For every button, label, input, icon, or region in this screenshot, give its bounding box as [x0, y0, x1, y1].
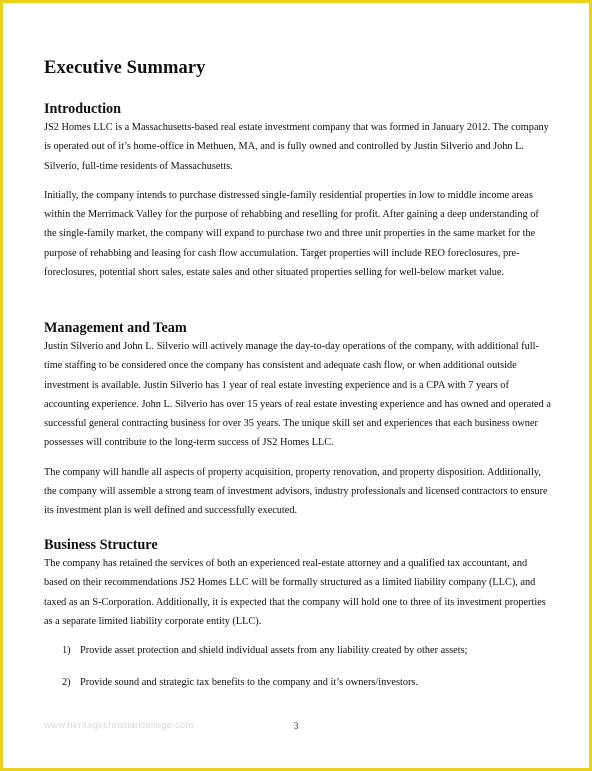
list-item-number: 1)	[62, 645, 71, 657]
list-item	[62, 641, 552, 660]
section-business-structure	[44, 536, 552, 693]
paragraph: Initially, the company intends to purchase distressed single-family residential properties in low to middle income areas within the Merrimack Valley for the purpose of rehabbing and reselling for profit. After gaining a deep understanding of the single-family market, the company will expand to purchase two and three unit properties in the same market for the purpose of rehabbing and leasing for cash flow accumulation. Target properties will include REO foreclosures, pre-foreclosures, potential short sales, estate sales and other situated properties selling for well-below market value.	[44, 189, 539, 279]
list-item-number: 2)	[62, 677, 71, 689]
section-heading: Management and Team	[44, 320, 187, 336]
paragraph: The company will handle all aspects of property acquisition, property renovation, and property disposition. Additionally, the company will assemble a strong team of investment advisors, industry professionals and licensed contractors to ensure its investment plan is well defined and successfully executed.	[44, 466, 548, 517]
list-item-text: Provide asset protection and shield individual assets from any liability created by other assets;	[80, 645, 468, 657]
list-item	[62, 673, 552, 692]
section-introduction	[44, 100, 552, 282]
watermark: www.heritagechristiancollege.com	[44, 720, 194, 731]
section-management-and-team	[44, 319, 552, 521]
paragraph: JS2 Homes LLC is a Massachusetts-based real estate investment company that was formed in January 2012. The company is operated out of it’s home-office in Methuen, MA, and is fully owned and controlled by Justin Silverio and John L. Silverio, full-time residents of Massachusetts.	[44, 122, 549, 172]
page-number: 3	[293, 722, 299, 732]
paragraph: Justin Silverio and John L. Silverio will actively manage the day-to-day operations of the company, with additional full-time staffing to be considered once the company has consistent and adequate cash flow, or when additional outside investment is available. Justin Silverio has 1 year of real estate investing experience and is a CPA with 7 years of accounting experience. John L. Silverio has over 15 years of real estate investing experience and has owned and operated a successful general contracting business for over 35 years. The unique skill set and experiences that each business owner possesses will contribute to the long-term success of JS2 Homes LLC.	[44, 341, 551, 449]
section-heading: Business Structure	[44, 537, 158, 553]
paragraph: The company has retained the services of both an experienced real-estate attorney and a qualified tax accountant, and based on their recommendations JS2 Homes LLC will be formally structured as a limited liability company (LLC), and taxed as an S-Corporation. Additionally, it is expected that the company will hold one to three of its investment properties as a separate limited liability corporate entity (LLC).	[44, 558, 546, 627]
document-title: Executive Summary	[44, 58, 206, 78]
list-item-text: Provide sound and strategic tax benefits to the company and it’s owners/investors.	[80, 677, 419, 689]
numbered-list	[44, 641, 552, 693]
section-heading: Introduction	[44, 101, 121, 117]
